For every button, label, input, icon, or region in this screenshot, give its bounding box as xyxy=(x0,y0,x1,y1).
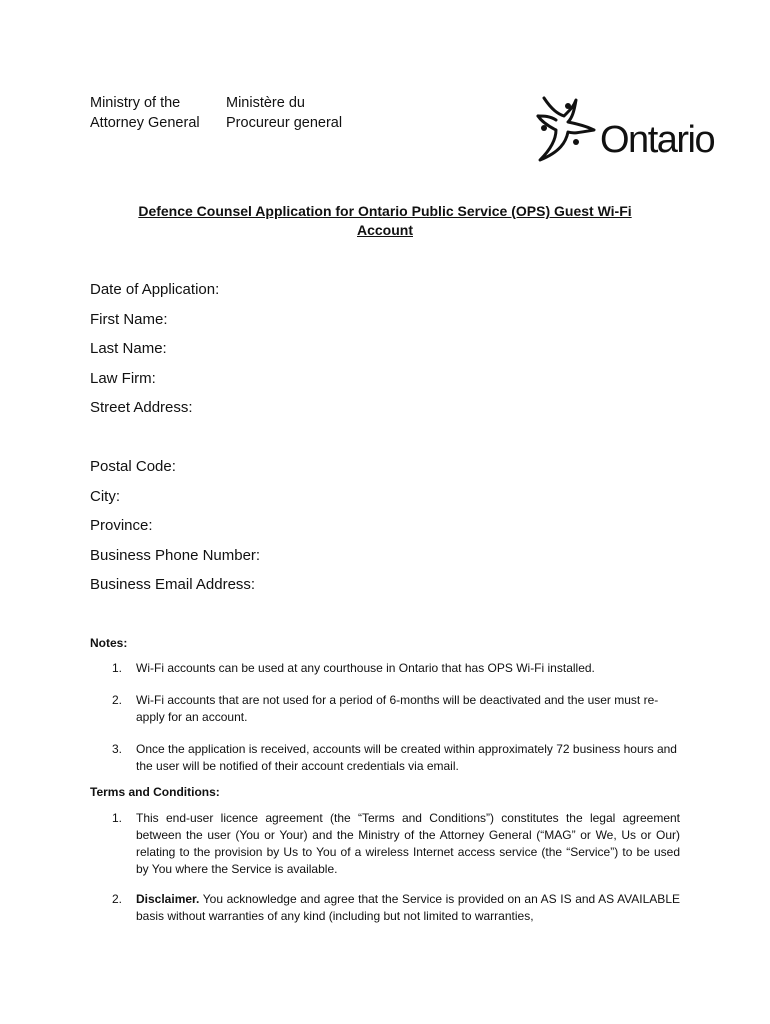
last-name-label: Last Name: xyxy=(90,340,167,357)
list-item xyxy=(90,741,680,777)
terms-heading: Terms and Conditions: xyxy=(90,785,220,799)
list-item xyxy=(90,692,680,728)
ministry-en-line-1: Ministry of the xyxy=(90,95,181,111)
ministry-name-en xyxy=(90,93,200,133)
ministry-name-fr xyxy=(226,93,342,133)
list-text: This end-user licence agreement (the “Terms and Conditions”) constitutes the legal agreement between the user (You or Your) and the Ministry of the Attorney General (“MAG” or We, Us or Our) relating to the provision by Us to You of a wireless Internet access service (the “Service”) to be used by You where the Service is available. xyxy=(136,811,680,876)
date-label: Date of Application: xyxy=(90,281,220,298)
list-text: Once the application is received, accounts will be created within approximately 72 business hours and the user will be notified of their account credentials via email. xyxy=(136,742,677,773)
list-number: 1. xyxy=(112,661,123,675)
first-name-label: First Name: xyxy=(90,311,168,328)
postal-code-label: Postal Code: xyxy=(90,458,176,475)
ministry-en-line-2: Attorney General xyxy=(90,115,200,131)
list-item xyxy=(90,660,680,678)
trillium-icon xyxy=(530,92,600,166)
list-number: 2. xyxy=(112,693,123,707)
page-title xyxy=(90,202,680,240)
disclaimer-text: You acknowledge and agree that the Service is provided on an AS IS and AS AVAILABLE basis without warranties of any kind (including but not limited to warranties, xyxy=(136,892,680,923)
law-firm-label: Law Firm: xyxy=(90,370,156,387)
list-item xyxy=(90,810,680,880)
city-label: City: xyxy=(90,488,120,505)
province-label: Province: xyxy=(90,517,153,534)
ministry-fr-line-2: Procureur general xyxy=(226,115,343,131)
list-number: 2. xyxy=(112,892,123,906)
business-email-label: Business Email Address: xyxy=(90,576,256,593)
list-text xyxy=(136,891,680,925)
ontario-logo xyxy=(530,92,730,166)
street-address-label: Street Address: xyxy=(90,399,193,416)
logo-text: Ontario xyxy=(600,119,715,161)
list-text: Wi-Fi accounts that are not used for a period of 6-months will be deactivated and the user must re-apply for an account. xyxy=(136,693,659,724)
business-phone-label: Business Phone Number: xyxy=(90,547,261,564)
list-item xyxy=(90,891,680,927)
list-text: Wi-Fi accounts can be used at any courthouse in Ontario that has OPS Wi-Fi installed. xyxy=(136,661,595,675)
notes-heading: Notes: xyxy=(90,636,128,650)
ministry-fr-line-1: Ministère du xyxy=(226,95,305,111)
list-number: 3. xyxy=(112,742,123,756)
title-line-1: Defence Counsel Application for Ontario Public Service (OPS) Guest Wi-Fi xyxy=(138,203,632,219)
title-line-2: Account xyxy=(357,222,413,238)
list-number: 1. xyxy=(112,811,123,825)
disclaimer-label: Disclaimer. xyxy=(136,892,200,906)
